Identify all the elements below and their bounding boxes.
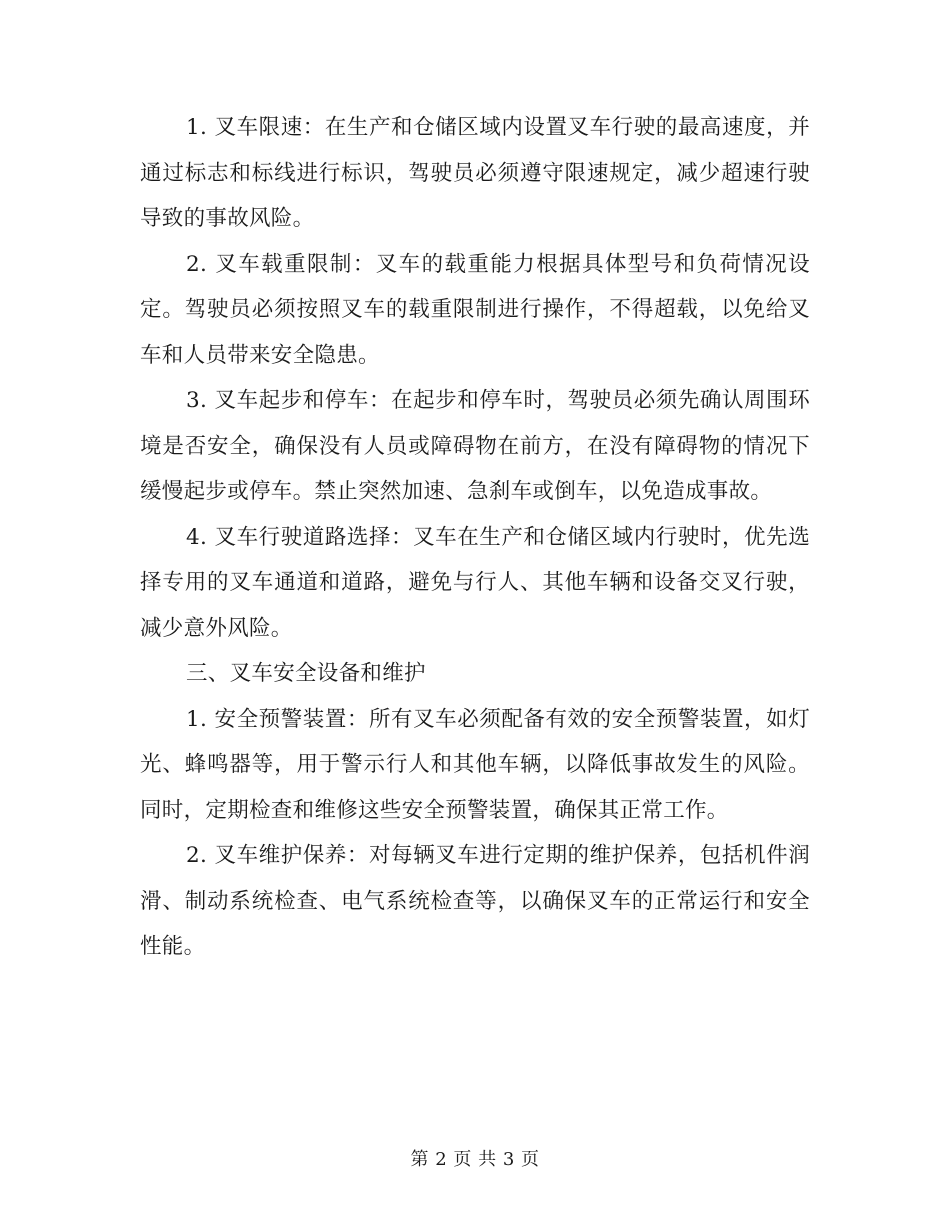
paragraph-speed-limit: 1. 叉车限速：在生产和仓储区域内设置叉车行驶的最高速度，并通过标志和标线进行标识，驾驶员必须遵守限速规定，减少超速行驶导致的事故风险。 <box>140 115 810 231</box>
section-heading-safety-equipment: 三、叉车安全设备和维护 <box>186 661 426 686</box>
paragraph-load-limit: 2. 叉车载重限制：叉车的载重能力根据具体型号和负荷情况设定。驾驶员必须按照叉车的载重限制进行操作，不得超载，以免给叉车和人员带来安全隐患。 <box>140 251 810 368</box>
paragraph-maintenance: 2. 叉车维护保养：对每辆叉车进行定期的维护保养，包括机件润滑、制动系统检查、电气系统检查等，以确保叉车的正常运行和安全性能。 <box>140 843 810 959</box>
document-body <box>140 105 810 970</box>
paragraph-start-stop: 3. 叉车起步和停车：在起步和停车时，驾驶员必须先确认周围环境是否安全，确保没有人员或障碍物在前方，在没有障碍物的情况下缓慢起步或停车。禁止突然加速、急刹车或倒车，以免造成事故。 <box>140 388 810 504</box>
paragraph-warning-devices: 1. 安全预警装置：所有叉车必须配备有效的安全预警装置，如灯光、蜂鸣器等，用于警示行人和其他车辆，以降低事故发生的风险。同时，定期检查和维修这些安全预警装置，确保其正常工作。 <box>140 706 810 823</box>
page-number-footer: 第 2 页 共 3 页 <box>410 1149 540 1170</box>
paragraph-route-selection: 4. 叉车行驶道路选择：叉车在生产和仓储区域内行驶时，优先选择专用的叉车通道和道路，避免与行人、其他车辆和设备交叉行驶，减少意外风险。 <box>140 524 810 641</box>
